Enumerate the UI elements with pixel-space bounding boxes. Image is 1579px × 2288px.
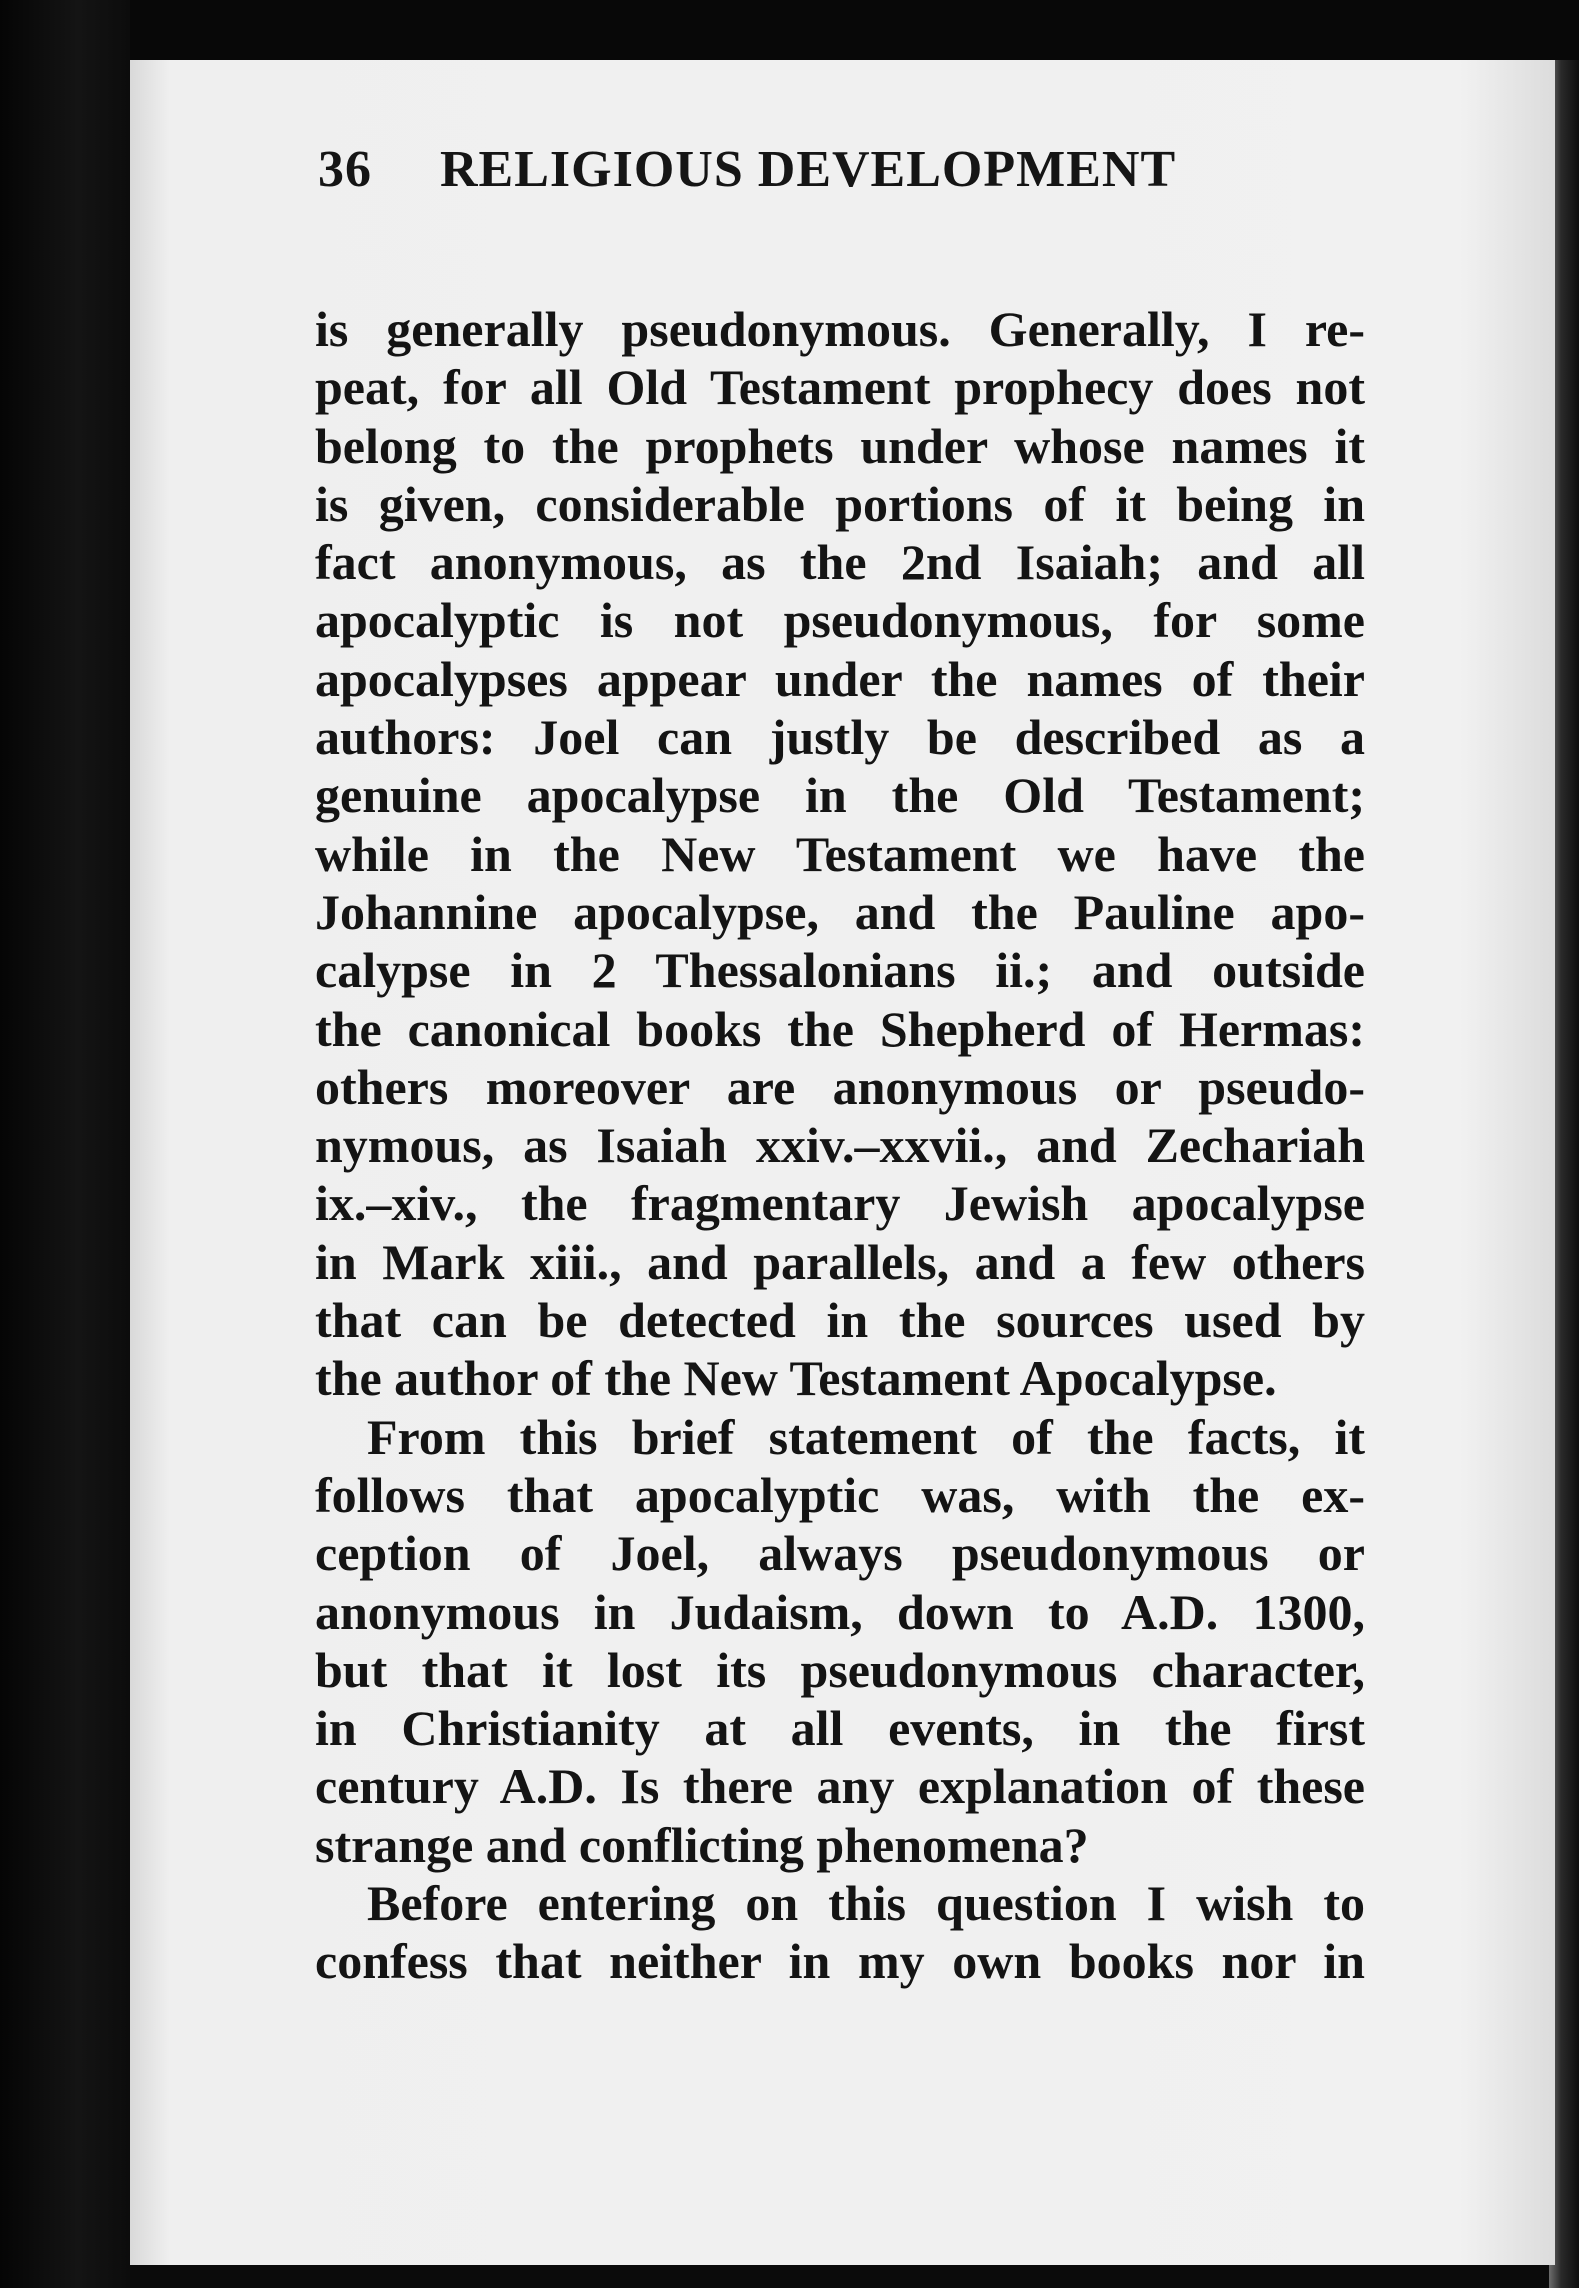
text-line: the author of the New Testament Apocalypse.	[315, 1350, 1277, 1407]
running-head: RELIGIOUS DEVELOPMENT	[440, 141, 1177, 198]
text-line: From this brief statement of the facts, it	[367, 1408, 1365, 1465]
text-line: others moreover are anonymous or pseudo-	[315, 1058, 1365, 1115]
text-line: in Mark xiii., and parallels, and a few others	[315, 1233, 1365, 1290]
text-line: the canonical books the Shepherd of Hermas:	[315, 1000, 1365, 1057]
text-line: that can be detected in the sources used by	[315, 1292, 1365, 1349]
text-line: ix.–xiv., the fragmentary Jewish apocalypse	[315, 1175, 1365, 1232]
text-line: follows that apocalyptic was, with the ex-	[315, 1466, 1365, 1523]
text-line: Johannine apocalypse, and the Pauline apo-	[315, 883, 1365, 940]
page-number: 36	[318, 141, 372, 198]
text-line: century A.D. Is there any explanation of these	[315, 1758, 1365, 1815]
text-line: calypse in 2 Thessalonians ii.; and outside	[315, 942, 1365, 999]
scan-left-border	[0, 0, 130, 2288]
text-line: apocalypses appear under the names of their	[315, 650, 1365, 707]
text-line: but that it lost its pseudonymous character,	[315, 1641, 1365, 1698]
text-line: anonymous in Judaism, down to A.D. 1300,	[315, 1583, 1365, 1640]
text-line: authors: Joel can justly be described as a	[315, 709, 1365, 766]
page-header	[318, 140, 1358, 199]
text-line: while in the New Testament we have the	[315, 825, 1365, 882]
text-line: confess that neither in my own books nor in	[315, 1933, 1365, 1990]
text-line: peat, for all Old Testament prophecy does not	[315, 359, 1365, 416]
text-line: nymous, as Isaiah xxiv.–xxvii., and Zechariah	[315, 1117, 1365, 1174]
text-line: apocalyptic is not pseudonymous, for some	[315, 592, 1365, 649]
text-line: genuine apocalypse in the Old Testament;	[315, 767, 1365, 824]
text-line: ception of Joel, always pseudonymous or	[315, 1525, 1365, 1582]
text-line: strange and conflicting phenomena?	[315, 1816, 1089, 1873]
body-text	[315, 300, 1365, 1991]
text-line: fact anonymous, as the 2nd Isaiah; and all	[315, 534, 1365, 591]
text-line: in Christianity at all events, in the first	[315, 1700, 1365, 1757]
text-line: is generally pseudonymous. Generally, I re-	[315, 301, 1365, 357]
text-line: is given, considerable portions of it being in	[315, 475, 1365, 532]
text-line: belong to the prophets under whose names it	[315, 417, 1365, 474]
scan-top-border	[0, 0, 1579, 60]
text-line: Before entering on this question I wish to	[367, 1875, 1365, 1932]
